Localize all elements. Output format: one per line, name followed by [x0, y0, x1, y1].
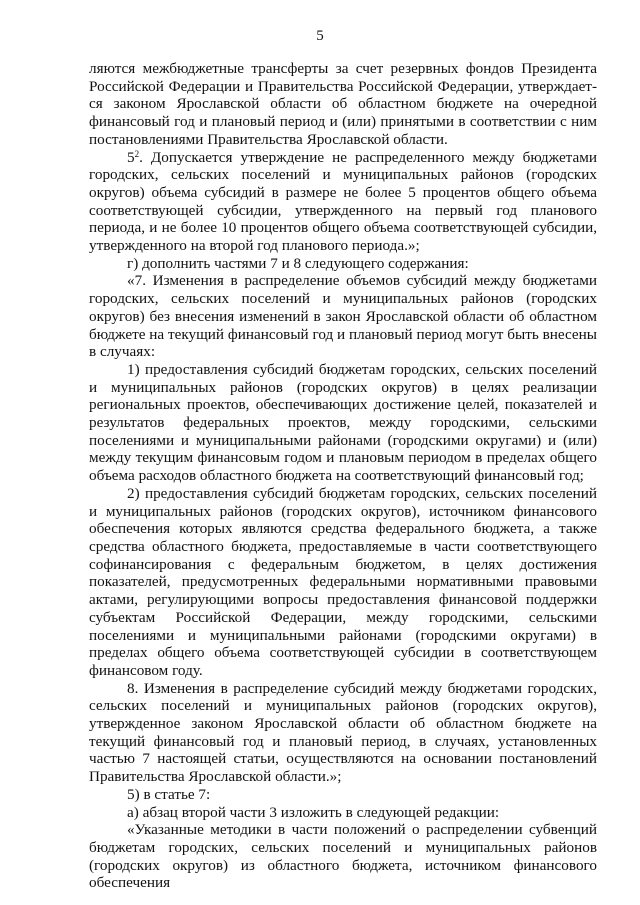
paragraph-continuation: ляются межбюджетные трансферты за счет резервных фондов Президента Российской Федерации и Правительства Российской Федерации, утверждает-ся законом Ярославской области об областном бюджете на очередной финансовый год и плановый период и (или) принятыми в соответствии с ним постановлениями Правительства Ярославской области.	[89, 60, 597, 148]
paragraph-methodology: «Указанные методики в части положений о распределении субвенций бюджетам городских, сельских поселений и муниципальных районов (городских округов) из областного бюджета, источником финансового обеспечения	[89, 821, 597, 892]
paragraph-item-2: 2) предоставления субсидий бюджетам городских, сельских поселений и муниципальных районов (городских округов), источником финансового обеспечения которых являются средства федерального бюджета, а также средства областного бюджета, предоставляемые в части соответствующего софинансирования с федеральным бюджетом, в целях достижения показателей, предусмотренных федеральными нормативными правовыми актами, регулирующими вопросы предоставления финансовой поддержки субъектам Российской Федерации, между городскими, сельскими поселениями и муниципальными районами (городскими округами) в пределах общего объема соответствующей субсидии в соответствующем финансовом году.	[89, 484, 597, 679]
paragraph-part-8: 8. Изменения в распределение субсидий между бюджетами городских, сельских поселений и муниципальных районов (городских округов), утвержденное законом Ярославской области об областном бюджете на текущий финансовый год и плановый период, в случаях, установленных частью 7 настоящей статьи, осуществляются на основании постановлений Правительства Ярославской области.»;	[89, 679, 597, 786]
paragraph-amendment-g: г) дополнить частями 7 и 8 следующего содержания:	[127, 254, 469, 272]
document-body	[89, 60, 597, 892]
page-number: 5	[316, 28, 324, 44]
paragraph-5-2	[89, 149, 597, 255]
paragraph-item-1: 1) предоставления субсидий бюджетам городских, сельских поселений и муниципальных районов (городских округов) в целях реализации региональных проектов, обеспечивающих достижение целей, показателей и результатов федеральных проектов, между городскими, сельскими поселениями и муниципальными районами (городскими округами) и (или) между текущим финансовым годом и плановым периодом в пределах общего объема расходов областного бюджета на соответствующий финансовый год;	[89, 360, 597, 485]
paragraph-part-7: «7. Изменения в распределение объемов субсидий между бюджетами городских, сельских поселений и муниципальных районов (городских округов) без внесения изменений в закон Ярославской области об областном бюджете на текущий финансовый год и плановый период могут быть внесены в случаях:	[89, 272, 597, 361]
paragraph-text: . Допускается утверждение не распределенного между бюджетами городских, сельских поселений и муниципальных районов (городских округов) объема субсидий в размере не более 5 процентов общего объема соответствующей субсидии, утвержденного на первый год планового периода, и не более 10 процентов общего объема соответствующей субсидии, утвержденного на второй год планового периода.»;	[89, 148, 597, 255]
paragraph-amendment-a: а) абзац второй части 3 изложить в следующей редакции:	[127, 803, 500, 821]
paragraph-number: 5	[127, 148, 135, 166]
paragraph-article-7: 5) в статье 7:	[127, 785, 211, 803]
superscript: 2	[134, 148, 140, 159]
